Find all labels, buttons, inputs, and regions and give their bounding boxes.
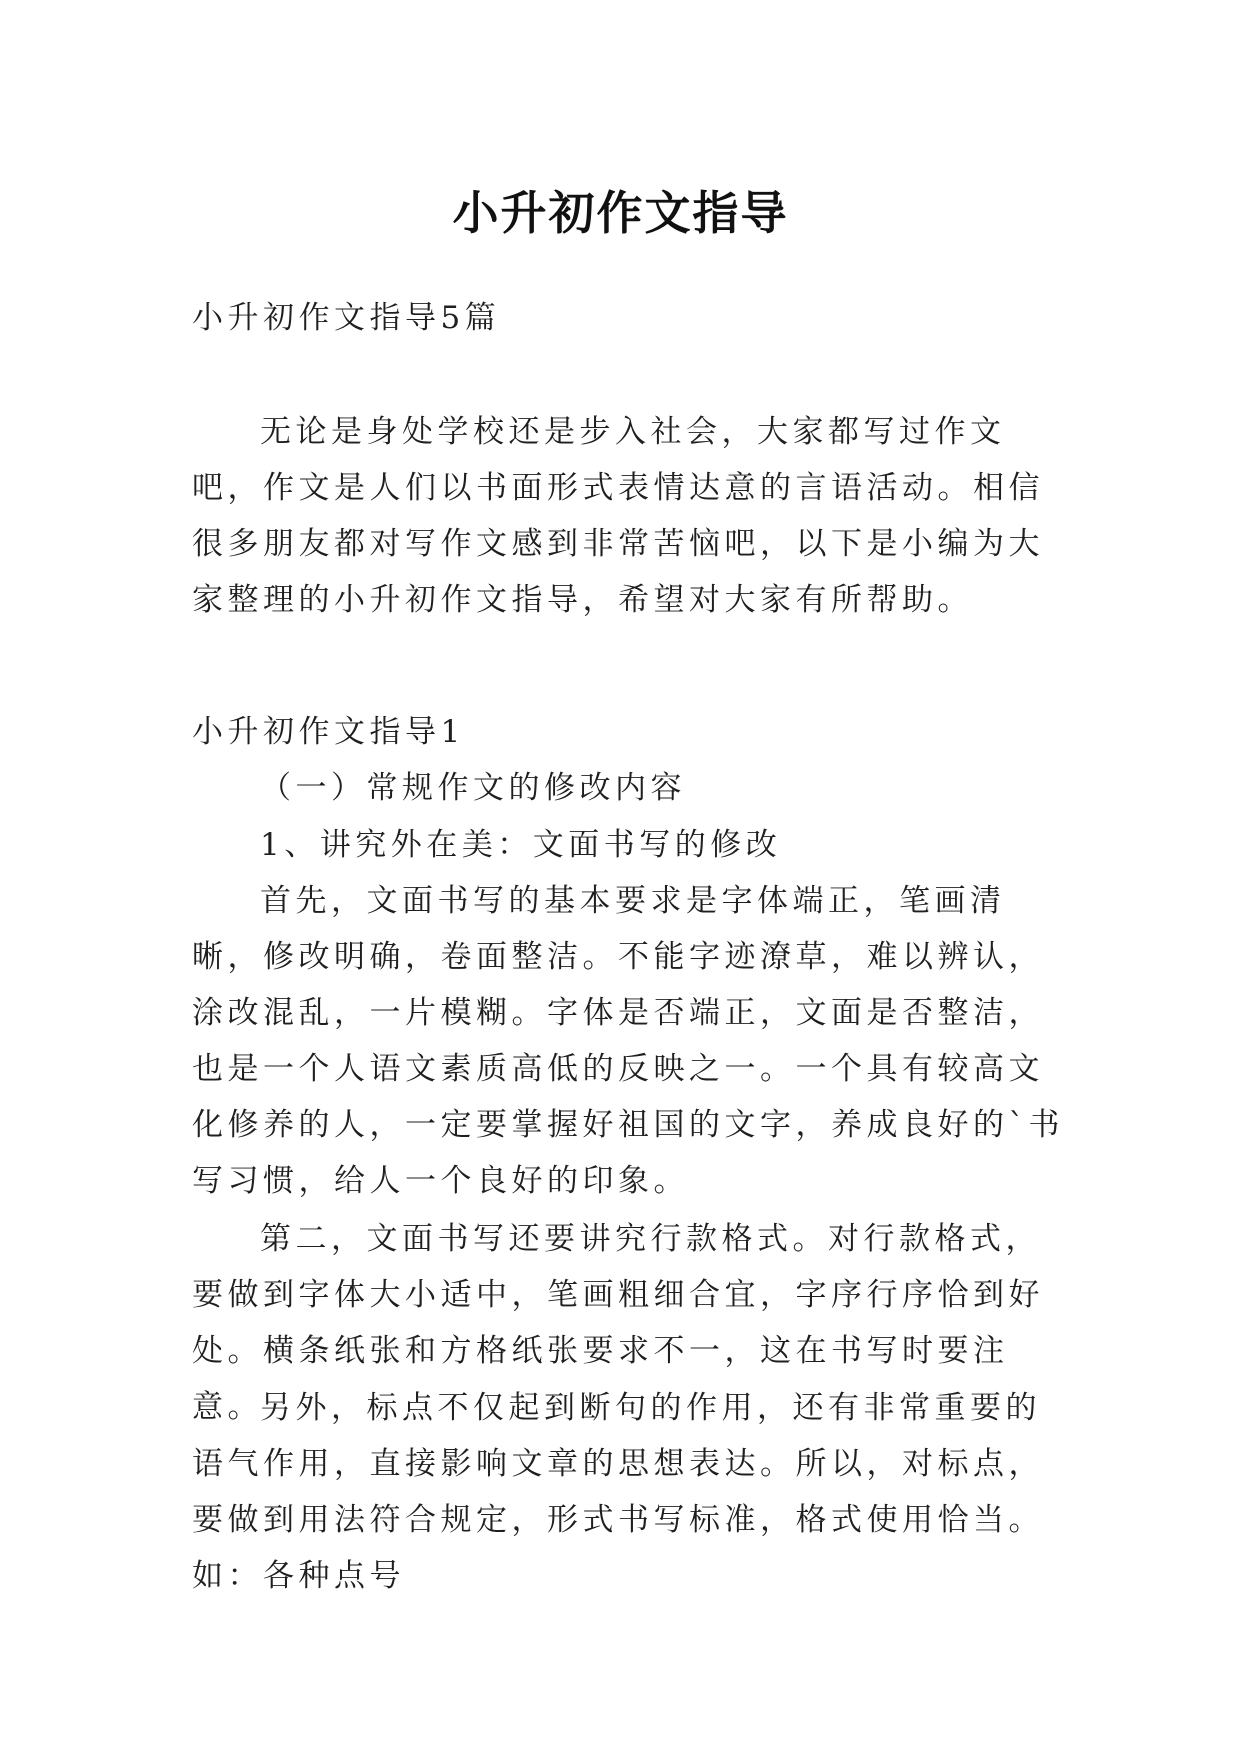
point-heading-1: 1、讲究外在美：文面书写的修改 bbox=[260, 827, 782, 863]
subheading-routine-revision: （一）常规作文的修改内容 bbox=[260, 770, 686, 806]
document-title: 小升初作文指导 bbox=[452, 185, 789, 240]
document-subtitle: 小升初作文指导5篇 bbox=[192, 300, 501, 336]
body-paragraph: 第二，文面书写还要讲究行款格式。对行款格式，要做到字体大小适中，笔画粗细合宜，字序行序恰到好处。横条纸张和方格纸张要求不一，这在书写时要注意。 bbox=[192, 1221, 1044, 1425]
body-paragraph: 首先，文面书写的基本要求是字体端正，笔画清晰，修改明确，卷面整洁。不能字迹潦草，难以辨认，涂改混乱，一片模糊。字体是否端正，文面是否整洁，也是一个人语文素质高低的反映之一。一个具有较高文化修养的人，一定要掌握好祖国的文字，养成良好的`书写习惯，给人一个良好的印象。 bbox=[192, 883, 1064, 1199]
body-paragraph: 另外，标点不仅起到断句的作用，还有非常重要的语气作用，直接影响文章的思想表达。所以，对标点，要做到用法符合规定，形式书写标准，格式使用恰当。如：各种点号 bbox=[192, 1390, 1044, 1594]
section-heading-1: 小升初作文指导1 bbox=[192, 714, 465, 750]
intro-paragraph: 无论是身处学校还是步入社会，大家都写过作文吧，作文是人们以书面形式表情达意的言语活动。相信很多朋友都对写作文感到非常苦恼吧，以下是小编为大家整理的小升初作文指导，希望对大家有所帮助。 bbox=[192, 414, 1044, 618]
